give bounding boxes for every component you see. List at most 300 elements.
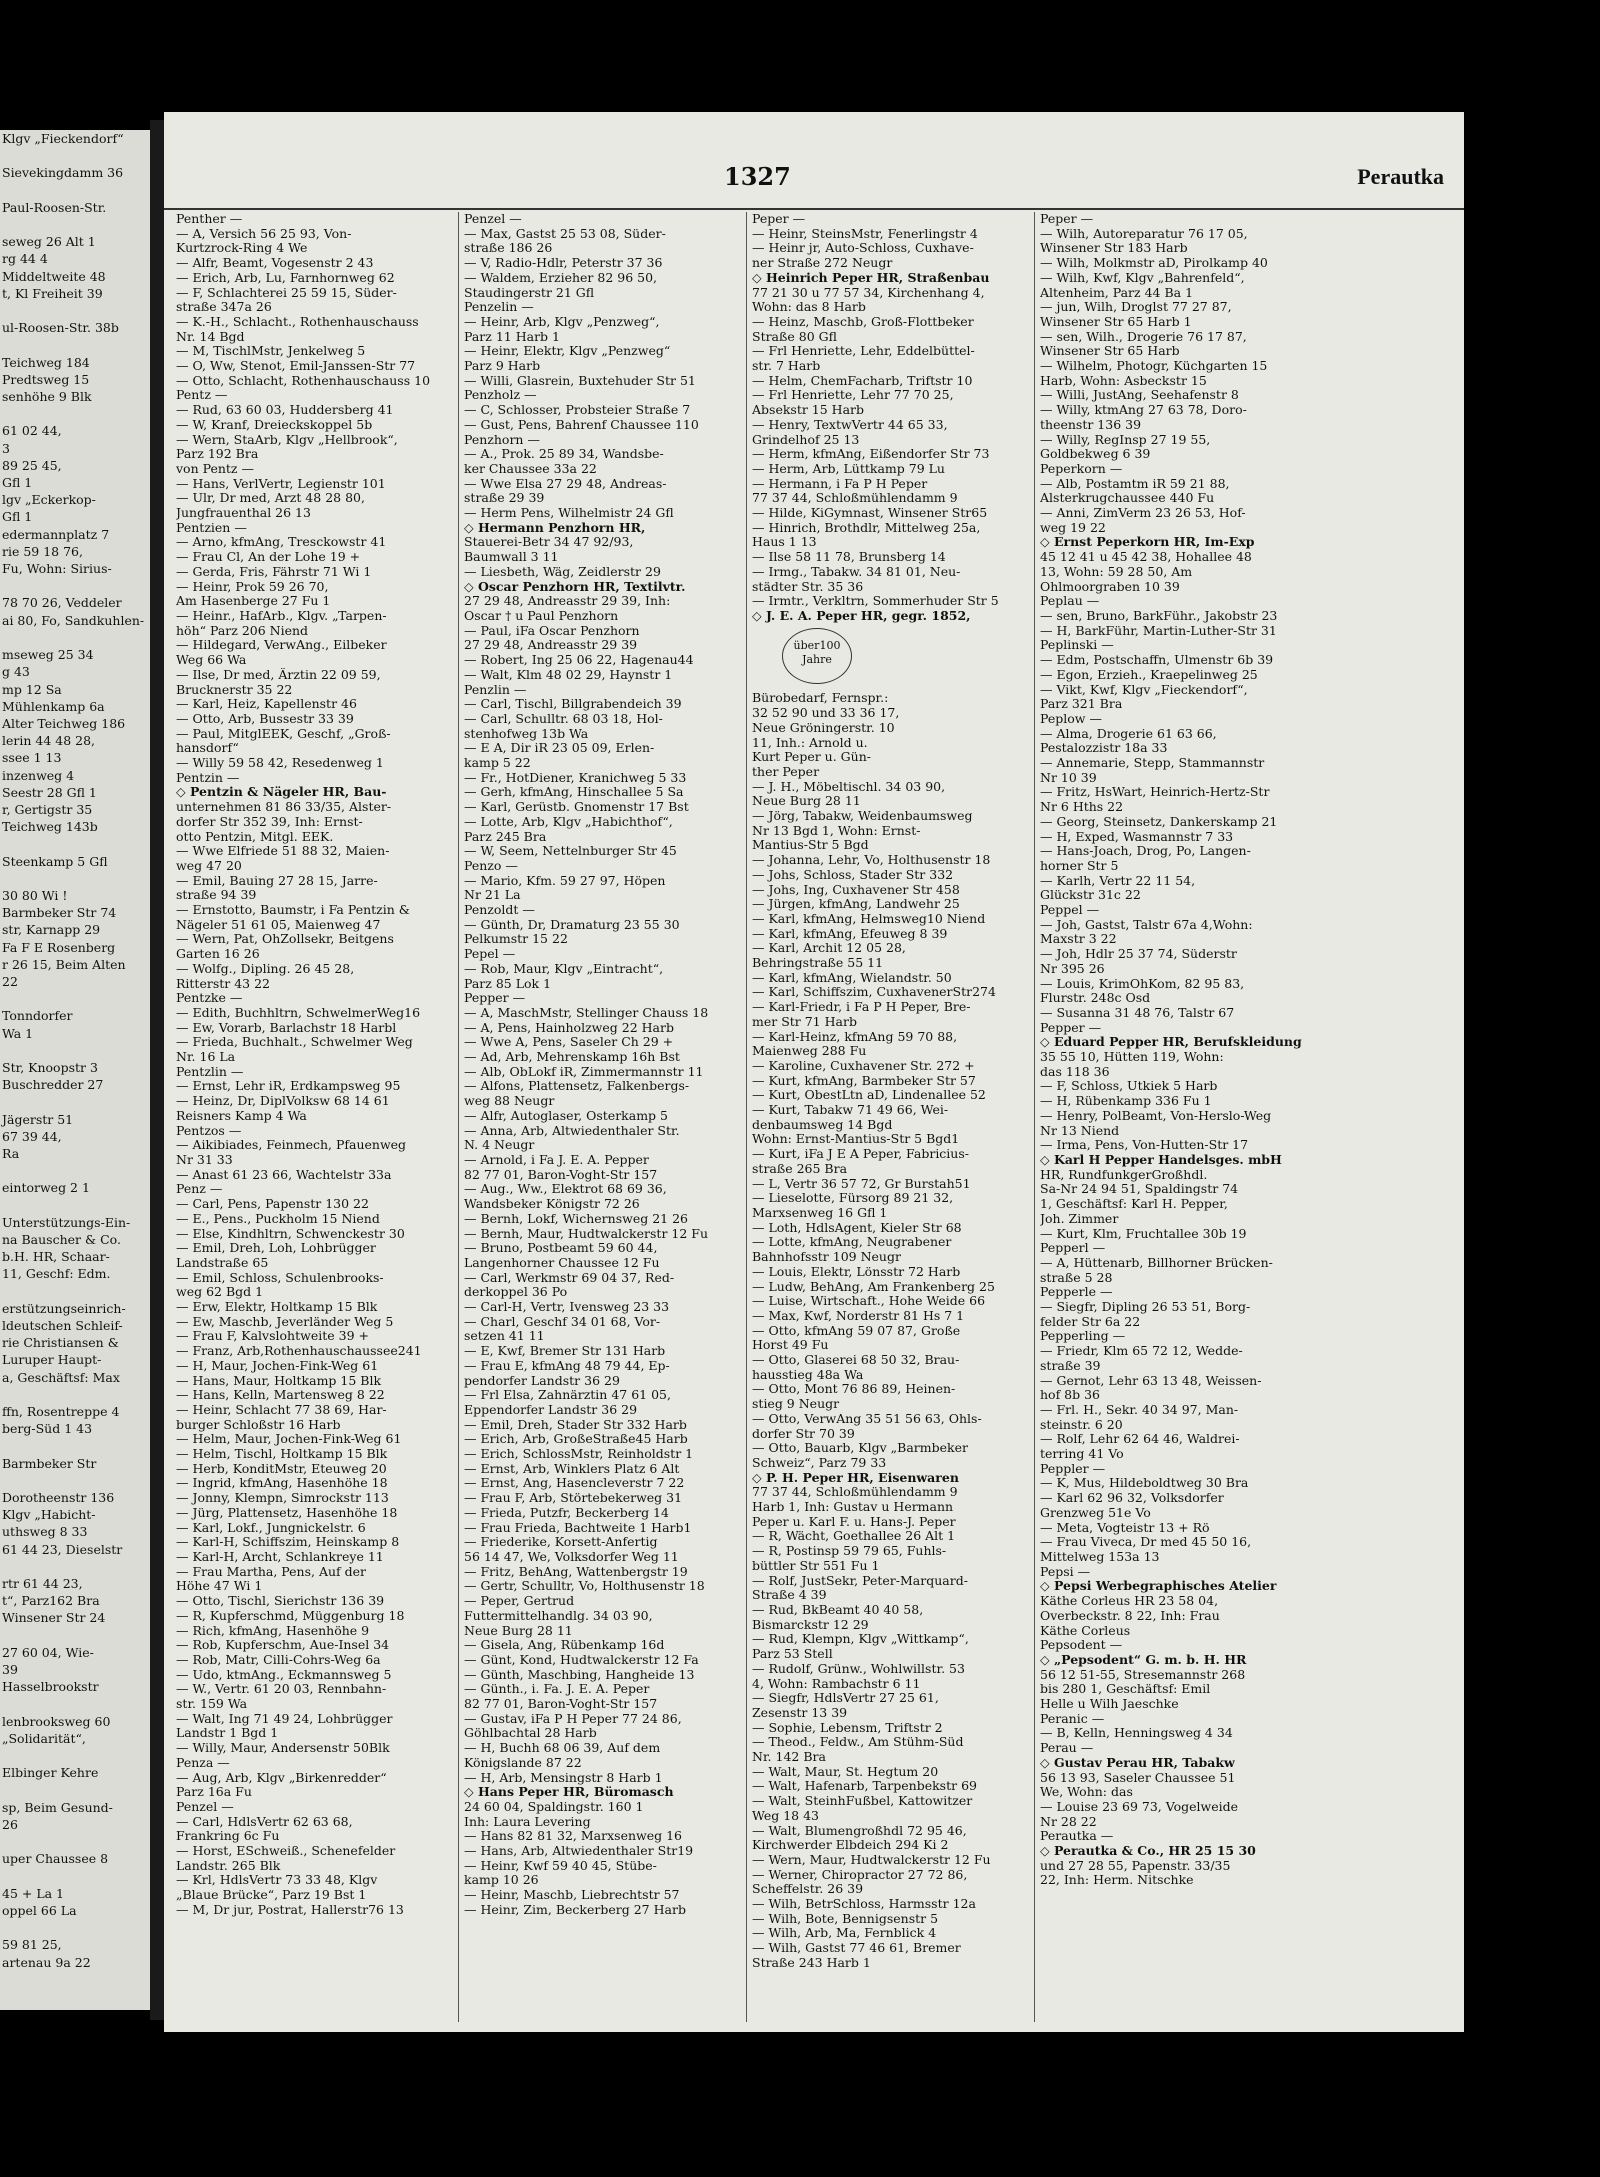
directory-entry-line: theenstr 136 39: [1040, 417, 1142, 432]
directory-entry-line: — Günth, Maschbing, Hangheide 13: [464, 1667, 695, 1682]
directory-entry-line: — Wern, Maur, Hudtwalckerstr 12 Fu: [752, 1852, 991, 1867]
directory-entry-line: — Frau Cl, An der Lohe 19 +: [176, 550, 361, 565]
directory-entry-line: — Anast 61 23 66, Wachtelstr 33a: [176, 1167, 392, 1182]
directory-entry-line: weg 47 20: [176, 858, 242, 873]
directory-entry-line: Wohn: Ernst-Mantius-Str 5 Bgd1: [752, 1132, 960, 1147]
facing-page-line: 3: [2, 440, 10, 456]
directory-entry-line: Harb, Wohn: Asbeckstr 15: [1040, 373, 1207, 388]
directory-entry-line: — Heinr, Arb, Klgv „Penzweg“,: [464, 314, 660, 329]
directory-entry-line: — Rob, Matr, Cilli-Cohrs-Weg 6a: [176, 1652, 381, 1667]
directory-entry-line: Nr 31 33: [176, 1153, 233, 1167]
directory-entry-line: — Fritz, HsWart, Heinrich-Hertz-Str: [1040, 785, 1270, 800]
directory-entry-line: 32 52 90 und 33 36 17,: [752, 706, 900, 721]
directory-entry-line: Stauerei-Betr 34 47 92/93,: [464, 535, 634, 550]
directory-entry-line: — Otto, Bauarb, Klgv „Barmbeker: [752, 1441, 968, 1456]
surname-heading: Penzlin —: [464, 682, 527, 697]
directory-entry-line: — Gust, Pens, Bahrenf Chaussee 110: [464, 417, 699, 432]
surname-heading: Peplow —: [1040, 711, 1102, 726]
directory-entry-line: — Louis, Elektr, Lönsstr 72 Harb: [752, 1264, 961, 1279]
directory-entry-line: Bürobedarf, Fernspr.:: [752, 691, 889, 706]
directory-entry-line: — W, Kranf, Dreieckskoppel 5b: [176, 417, 373, 432]
directory-entry-line: Inh: Laura Levering: [464, 1814, 591, 1829]
facing-page-line: lenbrooksweg 60: [2, 1713, 111, 1729]
directory-entry-line: — Werner, Chiropractor 27 72 86,: [752, 1867, 968, 1882]
directory-entry-line: — Hans, Arb, Altwiedenthaler Str19: [464, 1844, 694, 1859]
directory-entry-line: — Heinr., HafArb., Klgv. „Tarpen-: [176, 608, 387, 623]
directory-entry-line: Wandsbeker Königstr 72 26: [464, 1197, 640, 1212]
directory-entry-line: — Karl-H, Archt, Schlankreye 11: [176, 1549, 384, 1564]
facing-page-line: berg-Süd 1 43: [2, 1421, 93, 1437]
directory-entry-line: — Carl, Pens, Papenstr 130 22: [176, 1197, 369, 1212]
facing-page-line: [0, 1386, 150, 1403]
directory-entry-line: — Irma, Pens, Von-Hutten-Str 17: [1040, 1138, 1249, 1153]
facing-page-line: sp, Beim Gesund-: [2, 1799, 113, 1815]
facing-page-line: 45 + La 1: [2, 1885, 65, 1901]
facing-page-line: [0, 990, 150, 1007]
directory-entry-line: — Frl Henriette, Lehr, Eddelbüttel-: [752, 344, 975, 359]
facing-page-line: Teichweg 143b: [2, 819, 98, 835]
facing-page-line: rie 59 18 76,: [2, 543, 83, 559]
directory-entry-line: Nr. 142 Bra: [752, 1750, 826, 1765]
directory-entry-line: 27 29 48, Andreasstr 29 39, Inh:: [464, 594, 671, 609]
directory-entry-line: — Walt, Klm 48 02 29, Haynstr 1: [464, 667, 673, 682]
directory-entry-line: HR, RundfunkgerGroßhdl.: [1040, 1167, 1208, 1182]
facing-page-line: t“, Parz162 Bra: [2, 1593, 100, 1609]
directory-entry-line: — Frl. H., Sekr. 40 34 97, Man-: [1040, 1402, 1239, 1417]
directory-entry-line: — Günth, Dr, Dramaturg 23 55 30: [464, 917, 680, 932]
directory-entry-line: kamp 10 26: [464, 1873, 539, 1888]
directory-entry-line: Ohlmoorgraben 10 39: [1040, 579, 1180, 594]
directory-entry-line: städter Str. 35 36: [752, 579, 864, 594]
directory-entry-line: Straße 243 Harb 1: [752, 1955, 871, 1970]
directory-entry-line: 82 77 01, Baron-Voght-Str 157: [464, 1697, 658, 1712]
directory-entry-line: — Rob, Maur, Klgv „Eintracht“,: [464, 961, 664, 976]
directory-entry-line: felder Str 6a 22: [1040, 1314, 1141, 1329]
directory-entry-line: — Walt, SteinhFußbel, Kattowitzer: [752, 1794, 973, 1809]
facing-page-line: Fu, Wohn: Sirius-: [2, 561, 112, 577]
facing-page-line: ffn, Rosentreppe 4: [2, 1404, 120, 1420]
directory-entry-line: Göhlbachtal 28 Harb: [464, 1726, 597, 1741]
facing-page-line: sseе 1 13: [2, 750, 62, 766]
directory-entry-line: setzen 41 11: [464, 1329, 545, 1344]
directory-entry-line: — Otto, Tischl, Sierichstr 136 39: [176, 1594, 385, 1609]
directory-entry-line: Käthe Corleus: [1040, 1623, 1131, 1638]
directory-entry-line: — R, Postinsp 59 79 65, Fuhls-: [752, 1544, 947, 1559]
directory-entry-line: — Heinr, SteinsMstr, Fenerlingstr 4: [752, 226, 978, 241]
directory-page: [164, 112, 1464, 2032]
facing-page-line: uper Chaussee 8: [2, 1851, 109, 1867]
surname-heading: Pentzlin —: [176, 1064, 244, 1079]
directory-entry-line: Parz 16a Fu: [176, 1785, 252, 1800]
directory-entry-line: ◇ Eduard Pepper HR, Berufskleidung: [1040, 1035, 1302, 1050]
directory-entry-line: — Edith, Buchhltrn, SchwelmerWeg16: [176, 1005, 421, 1020]
directory-entry-line: — Frau E, kfmAng 48 79 44, Ep-: [464, 1358, 670, 1373]
directory-entry-line: Reisners Kamp 4 Wa: [176, 1108, 307, 1123]
directory-entry-line: Staudingerstr 21 Gfl: [464, 285, 595, 300]
directory-entry-line: ◇ Pentzin & Nägeler HR, Bau-: [176, 785, 387, 800]
directory-entry-line: 35 55 10, Hütten 119, Wohn:: [1040, 1050, 1224, 1065]
directory-entry-line: — Waldem, Erzieher 82 96 50,: [464, 270, 657, 285]
directory-entry-line: 56 13 93, Saseler Chaussee 51: [1040, 1770, 1236, 1785]
directory-entry-line: — Irmtr., Verkltrn, Sommerhuder Str 5: [752, 594, 999, 609]
directory-entry-line: Glückstr 31c 22: [1040, 888, 1141, 903]
directory-entry-line: Nr. 14 Bgd: [176, 329, 245, 344]
directory-entry-line: — Frieda, Putzfr, Beckerberg 14: [464, 1505, 669, 1520]
directory-entry-line: — Walt, Blumengroßhdl 72 95 46,: [752, 1823, 967, 1838]
surname-heading: Penz —: [176, 1182, 223, 1197]
directory-entry-line: stieg 9 Neugr: [752, 1397, 840, 1412]
directory-entry-line: — O, Ww, Stenot, Emil-Janssen-Str 77: [176, 359, 416, 374]
facing-page-line: [0, 1042, 150, 1059]
directory-entry-line: derkoppel 36 Po: [464, 1285, 568, 1300]
directory-entry-line: — R, Wächt, Goethallee 26 Alt 1: [752, 1529, 956, 1544]
directory-entry-line: 45 12 41 u 45 42 38, Hohallee 48: [1040, 550, 1252, 565]
directory-entry-line: — Jonny, Klempn, Simrockstr 113: [176, 1491, 389, 1506]
directory-entry-line: — Alfr, Autoglaser, Osterkamp 5: [464, 1108, 668, 1123]
directory-entry-line: Goldbekweg 6 39: [1040, 447, 1151, 462]
directory-entry-line: 56 12 51-55, Stresemannstr 268: [1040, 1667, 1246, 1682]
facing-page-line: [0, 1197, 150, 1214]
directory-entry-line: — Willy, Maur, Andersenstr 50Blk: [176, 1741, 390, 1756]
facing-page-line: [0, 1919, 150, 1936]
directory-entry-line: 4, Wohn: Rambachstr 6 11: [752, 1676, 921, 1691]
directory-entry-line: — Udo, ktmAng., Eckmannsweg 5: [176, 1667, 392, 1682]
directory-entry-line: Harb 1, Inh: Gustav u Hermann: [752, 1500, 954, 1515]
facing-page-line: Paul-Roosen-Str.: [2, 199, 107, 215]
directory-entry-line: Helle u Wilh Jaeschke: [1040, 1697, 1179, 1712]
directory-entry-line: — Irmg., Tabakw. 34 81 01, Neu-: [752, 564, 961, 579]
directory-entry-line: ◇ J. E. A. Peper HR, gegr. 1852,: [752, 608, 971, 623]
directory-entry-line: — Ingrid, kfmAng, Hasenhöhe 18: [176, 1476, 388, 1491]
directory-entry-line: — Anna, Arb, Altwiedenthaler Str.: [464, 1123, 680, 1138]
directory-entry-line: — Frl Henriette, Lehr 77 70 25,: [752, 388, 954, 403]
directory-entry-line: 1, Geschäftsf: Karl H. Pepper,: [1040, 1197, 1228, 1212]
directory-entry-line: — Anni, ZimVerm 23 26 53, Hof-: [1040, 506, 1246, 521]
facing-page-line: na Bauscher & Co.: [2, 1232, 121, 1247]
directory-entry-line: Brucknerstr 35 22: [176, 682, 293, 697]
directory-entry-line: — Theod., Feldw., Am Stühm-Süd: [752, 1735, 964, 1750]
directory-entry-line: — Carl, Schulltr. 68 03 18, Hol-: [464, 711, 663, 726]
directory-entry-line: — Wilhelm, Photogr, Küchgarten 15: [1040, 359, 1268, 374]
directory-entry-line: — Helm, Tischl, Holtkamp 15 Blk: [176, 1447, 388, 1462]
directory-entry-line: Winsener Str 65 Harb 1: [1040, 314, 1192, 329]
directory-entry-line: mer Str 71 Harb: [752, 1014, 857, 1029]
directory-entry-line: — Erich, Arb, GroßeStraße45 Harb: [464, 1432, 688, 1447]
facing-page-line: Gfl 1: [2, 475, 33, 491]
directory-entry-line: hausstieg 48a Wa: [752, 1367, 864, 1382]
directory-entry-line: — H, BarkFühr, Martin-Luther-Str 31: [1040, 623, 1277, 638]
directory-entry-line: — Louis, KrimOhKom, 82 95 83,: [1040, 976, 1245, 991]
directory-entry-line: — Hildegard, VerwAng., Eilbeker: [176, 638, 387, 653]
directory-entry-line: — Alb, Postamtm iR 59 21 88,: [1040, 476, 1230, 491]
directory-entry-line: — Karl 62 96 32, Volksdorfer: [1040, 1491, 1224, 1506]
directory-entry-line: — Horst, ESchweiß., Schenefelder: [176, 1844, 396, 1859]
directory-entry-line: Am Hasenberge 27 Fu 1: [176, 594, 331, 609]
directory-entry-line: — Otto, VerwAng 35 51 56 63, Ohls-: [752, 1411, 982, 1426]
directory-entry-line: — Erich, SchlossMstr, Reinholdstr 1: [464, 1447, 694, 1462]
directory-entry-line: — H, Maur, Jochen-Fink-Weg 61: [176, 1358, 379, 1373]
directory-entry-line: — Gerda, Fris, Fährstr 71 Wi 1: [176, 564, 372, 579]
directory-entry-line: — K, Mus, Hildeboldtweg 30 Bra: [1040, 1476, 1249, 1491]
directory-entry-line: 77 37 44, Schloßmühlendamm 9: [752, 491, 958, 506]
directory-entry-line: — Wilh, Molkmstr aD, Pirolkamp 40: [1040, 256, 1268, 271]
directory-entry-line: Frankring 6c Fu: [176, 1829, 280, 1844]
directory-entry-line: 22, Inh: Herm. Nitschke: [1040, 1873, 1194, 1888]
directory-entry-line: Neue Gröningerstr. 10: [752, 720, 895, 735]
directory-entry-line: ◇ „Pepsodent“ G. m. b. H. HR: [1040, 1652, 1247, 1667]
facing-page-line: 67 39 44,: [2, 1128, 62, 1144]
facing-page-line: 26: [2, 1816, 18, 1832]
directory-entry-line: — Georg, Steinsetz, Dankerskamp 21: [1040, 814, 1278, 829]
directory-entry-line: Pestalozzistr 18a 33: [1040, 741, 1168, 756]
directory-entry-line: — Annemarie, Stepp, Stammannstr: [1040, 756, 1265, 771]
directory-entry-line: — Rud, BkBeamt 40 40 58,: [752, 1602, 924, 1617]
directory-entry-line: ◇ Gustav Perau HR, Tabakw: [1040, 1755, 1235, 1770]
facing-page-line: [0, 302, 150, 319]
facing-page-line: Barmbeker Str 74: [2, 905, 117, 921]
directory-entry-line: — R, Kupferschmd, Müggenburg 18: [176, 1608, 405, 1623]
directory-entry-line: Königslande 87 22: [464, 1755, 582, 1770]
directory-entry-line: — Frau Frieda, Bachtweite 1 Harb1: [464, 1520, 692, 1535]
header-rule: [164, 208, 1464, 210]
directory-entry-line: Nr. 16 La: [176, 1050, 236, 1065]
directory-entry-line: — Willi, Glasrein, Buxtehuder Str 51: [464, 373, 696, 388]
directory-entry-line: — Frl Elsa, Zahnärztin 47 61 05,: [464, 1388, 671, 1403]
directory-entry-line: steinstr. 6 20: [1040, 1417, 1123, 1432]
facing-page-line: [0, 216, 150, 233]
directory-entry-line: — J. H., Möbeltischl. 34 03 90,: [752, 779, 946, 794]
directory-entry-line: Sa-Nr 24 94 51, Spaldingstr 74: [1040, 1182, 1239, 1197]
directory-entry-line: — F, Schlachterei 25 59 15, Süder-: [176, 285, 397, 300]
directory-entry-line: — Rud, Klempn, Klgv „Wittkamp“,: [752, 1632, 969, 1647]
directory-entry-line: — Alb, ObLokf iR, Zimmermannstr 11: [464, 1064, 704, 1079]
directory-entry-line: — Wilh, Kwf, Klgv „Bahrenfeld“,: [1040, 270, 1245, 285]
facing-page-line: 22: [2, 973, 18, 989]
facing-page-line: uthsweg 8 33: [2, 1524, 88, 1540]
directory-entry-line: — Hans, Kelln, Martensweg 8 22: [176, 1388, 385, 1403]
directory-entry-line: dorfer Str 352 39, Inh: Ernst-: [176, 814, 363, 829]
directory-entry-line: — H, Arb, Mensingstr 8 Harb 1: [464, 1770, 663, 1785]
directory-entry-line: hof 8b 36: [1040, 1388, 1101, 1403]
surname-heading: Peperkorn —: [1040, 461, 1123, 476]
facing-page-line: Elbinger Kehre: [2, 1765, 99, 1781]
directory-entry-line: — Henry, PolBeamt, Von-Herslo-Weg: [1040, 1108, 1272, 1123]
directory-entry-line: — A., Prok. 25 89 34, Wandsbe-: [464, 447, 664, 462]
facing-page-line: [0, 629, 150, 646]
facing-page-line: Klgv „Habicht-: [2, 1507, 96, 1523]
directory-entry-line: Parz 245 Bra: [464, 829, 547, 844]
directory-entry-line: — Kurt, Tabakw 71 49 66, Wei-: [752, 1103, 949, 1118]
directory-entry-line: — Charl, Geschf 34 01 68, Vor-: [464, 1314, 661, 1329]
directory-entry-line: 27 29 48, Andreasstr 29 39: [464, 638, 638, 653]
directory-entry-line: Parz 11 Harb 1: [464, 329, 560, 344]
directory-entry-line: ◇ Ernst Peperkorn HR, Im-Exp: [1040, 535, 1255, 550]
directory-entry-line: — Ernst, Lehr iR, Erdkampsweg 95: [176, 1079, 401, 1094]
directory-entry-line: — Ew, Maschb, Jeverländer Weg 5: [176, 1314, 394, 1329]
directory-entry-line: straße 186 26: [464, 241, 553, 256]
directory-entry-line: — Wwe Elsa 27 29 48, Andreas-: [464, 476, 667, 491]
directory-entry-line: — Walt, Ing 71 49 24, Lohbrügger: [176, 1711, 393, 1726]
directory-entry-line: — Gustav, iFa P H Peper 77 24 86,: [464, 1711, 682, 1726]
facing-page-line: [0, 147, 150, 164]
directory-entry-line: straße 5 28: [1040, 1270, 1113, 1285]
facing-page-line: [0, 577, 150, 594]
directory-entry-line: Mantius-Str 5 Bgd: [752, 838, 869, 853]
directory-entry-line: — Heinr, Elektr, Klgv „Penzweg“: [464, 344, 671, 359]
facing-page-line: Str, Knoopstr 3: [2, 1059, 98, 1075]
directory-entry-line: — Rud, 63 60 03, Huddersberg 41: [176, 403, 394, 418]
directory-entry-line: — Fr., HotDiener, Kranichweg 5 33: [464, 770, 687, 785]
directory-entry-line: — Heinr, Maschb, Liebrechtstr 57: [464, 1888, 680, 1903]
directory-entry-line: — Heinr jr, Auto-Schloss, Cuxhave-: [752, 241, 974, 256]
directory-entry-line: Parz 321 Bra: [1040, 697, 1123, 712]
directory-entry-line: — Egon, Erzieh., Kraepelinweg 25: [1040, 667, 1258, 682]
facing-page-line: mseweg 25 34: [2, 647, 94, 663]
facing-page-line: [0, 405, 150, 422]
directory-entry-line: — Willy, RegInsp 27 19 55,: [1040, 432, 1211, 447]
facing-page-line: r 26 15, Beim Alten: [2, 956, 126, 972]
facing-page-line: oppel 66 La: [2, 1902, 77, 1918]
directory-entry-line: — Hilde, KiGymnast, Winsener Str65: [752, 506, 988, 521]
directory-entry-line: — Wwe A, Pens, Saseler Ch 29 +: [464, 1035, 674, 1050]
facing-page-line: [0, 1472, 150, 1489]
directory-entry-line: Oscar † u Paul Penzhorn: [464, 608, 619, 623]
directory-entry-line: — Willi, JustAng, Seehafenstr 8: [1040, 388, 1239, 403]
directory-entry-line: — Henry, TextwVertr 44 65 33,: [752, 417, 948, 432]
directory-entry-line: — Bruno, Postbeamt 59 60 44,: [464, 1241, 658, 1256]
surname-heading: Pepel —: [464, 947, 516, 962]
directory-entry-line: denbaumsweg 14 Bgd: [752, 1117, 893, 1132]
facing-page-line: [0, 1627, 150, 1644]
directory-entry-line: Parz 85 Lok 1: [464, 976, 552, 991]
facing-page-line: ldeutschen Schleif-: [2, 1318, 123, 1334]
facing-page-line: Sievekingdamm 36: [2, 165, 124, 181]
directory-entry-line: — Johanna, Lehr, Vo, Holthusenstr 18: [752, 853, 991, 868]
directory-entry-line: — Ulr, Dr med, Arzt 48 28 80,: [176, 491, 365, 506]
directory-entry-line: — Heinr, Prok 59 26 70,: [176, 579, 329, 594]
directory-entry-line: — Wilh, Bote, Bennigsenstr 5: [752, 1911, 939, 1926]
surname-heading: von Pentz —: [176, 461, 254, 476]
directory-entry-line: und 27 28 55, Papenstr. 33/35: [1040, 1858, 1231, 1873]
directory-entry-line: kamp 5 22: [464, 756, 531, 771]
directory-entry-line: Maxstr 3 22: [1040, 932, 1117, 947]
directory-entry-line: Landstr. 265 Blk: [176, 1858, 281, 1873]
directory-entry-line: — Edm, Postschaffn, Ulmenstr 6b 39: [1040, 653, 1274, 668]
facing-page-line: Dorotheenstr 136: [2, 1490, 115, 1506]
facing-page-line: [0, 1283, 150, 1300]
directory-column-3: [752, 212, 1027, 2022]
facing-page-line: t, Kl Freiheit 39: [2, 285, 103, 301]
directory-entry-line: — Hermann, i Fa P H Peper: [752, 476, 928, 491]
directory-entry-line: — Arno, kfmAng, Tresckowstr 41: [176, 535, 387, 550]
directory-entry-line: — Gertr, Schulltr, Vo, Holthusenstr 18: [464, 1579, 705, 1594]
running-head: Perautka: [1357, 164, 1444, 189]
surname-heading: Pentzke —: [176, 991, 243, 1006]
directory-entry-line: — Vikt, Kwf, Klgv „Fieckendorf“,: [1040, 682, 1248, 697]
directory-entry-line: — Kurt, ObestLtn aD, Lindenallee 52: [752, 1088, 986, 1103]
directory-entry-line: — Heinz, Dr, DiplVolksw 68 14 61: [176, 1094, 390, 1109]
facing-page-line: artenau 9a 22: [2, 1954, 91, 1970]
directory-entry-line: — Aug., Ww., Elektrot 68 69 36,: [464, 1182, 667, 1197]
directory-entry-line: — Wilh, Autoreparatur 76 17 05,: [1040, 226, 1248, 241]
directory-entry-line: — Kurt, Klm, Fruchtallee 30b 19: [1040, 1226, 1247, 1241]
facing-page-line: str, Karnapp 29: [2, 922, 101, 938]
directory-entry-line: — Rich, kfmAng, Hasenhöhe 9: [176, 1623, 370, 1638]
directory-entry-line: — Gernot, Lehr 63 13 48, Weissen-: [1040, 1373, 1262, 1388]
directory-entry-line: — Kurt, iFa J E A Peper, Fabricius-: [752, 1147, 969, 1162]
directory-entry-line: Pelkumstr 15 22: [464, 932, 568, 947]
directory-entry-line: Parz 53 Stell: [752, 1647, 833, 1662]
directory-entry-line: — Paul, MitglEEK, Geschf, „Groß-: [176, 726, 391, 741]
facing-page-line: Luruper Haupt-: [2, 1352, 102, 1368]
facing-page-line: seweg 26 Alt 1: [2, 234, 96, 250]
directory-entry-line: — Bernh, Lokf, Wichernsweg 21 26: [464, 1211, 688, 1226]
directory-entry-line: — C, Schlosser, Probsteier Straße 7: [464, 403, 691, 418]
directory-entry-line: Grindelhof 25 13: [752, 432, 860, 447]
directory-entry-line: 24 60 04, Spaldingstr. 160 1: [464, 1799, 644, 1814]
directory-entry-line: Schweiz“, Parz 79 33: [752, 1455, 887, 1470]
surname-heading: Penzhorn —: [464, 432, 540, 447]
directory-entry-line: 56 14 47, We, Volksdorfer Weg 11: [464, 1549, 679, 1564]
directory-entry-line: str. 159 Wa: [176, 1697, 248, 1712]
directory-entry-line: Absekstr 15 Harb: [752, 403, 865, 418]
directory-entry-line: Nr 6 Hths 22: [1040, 800, 1124, 815]
directory-entry-line: — Karl-H, Schiffszim, Heinskamp 8: [176, 1535, 400, 1550]
anniversary-seal: [782, 628, 852, 684]
directory-entry-line: unternehmen 81 86 33/35, Alster-: [176, 800, 392, 815]
directory-entry-line: — Walt, Maur, St. Hegtum 20: [752, 1764, 939, 1779]
facing-page-line: Jägerstr 51: [2, 1111, 74, 1127]
directory-entry-line: höh“ Parz 206 Niend: [176, 623, 309, 638]
directory-entry-line: 11, Inh.: Arnold u.: [752, 735, 868, 750]
facing-page-line: [0, 1093, 150, 1110]
directory-entry-line: — Erw, Elektr, Holtkamp 15 Blk: [176, 1300, 378, 1315]
directory-entry-line: Nr 10 39: [1040, 770, 1097, 785]
directory-entry-line: — A, Pens, Hainholzweg 22 Harb: [464, 1020, 674, 1035]
directory-entry-line: Nr 13 Niend: [1040, 1123, 1120, 1138]
facing-page-line: Alter Teichweg 186: [2, 715, 126, 731]
directory-entry-line: — Lotte, Arb, Klgv „Habichthof“,: [464, 814, 673, 829]
directory-entry-line: — Karl, Archit 12 05 28,: [752, 941, 906, 956]
facing-page-line: [0, 835, 150, 852]
directory-entry-line: — Joh, Gastst, Talstr 67a 4,Wohn:: [1040, 917, 1253, 932]
facing-page-line: 59 81 25,: [2, 1937, 62, 1953]
surname-heading: Peplinski —: [1040, 638, 1114, 653]
directory-entry-line: terring 41 Vo: [1040, 1447, 1124, 1462]
directory-entry-line: — Helm, ChemFacharb, Triftstr 10: [752, 373, 973, 388]
directory-entry-line: Winsener Str 183 Harb: [1040, 241, 1188, 256]
directory-entry-line: Kurtzrock-Ring 4 We: [176, 241, 308, 256]
directory-entry-line: — Karl, Heiz, Kapellenstr 46: [176, 697, 357, 712]
directory-entry-line: — Wern, Pat, OhZollsekr, Beitgens: [176, 932, 394, 947]
directory-entry-line: — Frau F, Kalvslohtweite 39 +: [176, 1329, 369, 1344]
directory-entry-line: Neue Burg 28 11: [464, 1623, 573, 1638]
directory-entry-line: — Willy, ktmAng 27 63 78, Doro-: [1040, 403, 1247, 418]
directory-entry-line: — Wern, StaArb, Klgv „Hellbrook“,: [176, 432, 398, 447]
directory-column-1: [176, 212, 451, 2022]
directory-entry-line: 77 37 44, Schloßmühlendamm 9: [752, 1485, 958, 1500]
directory-entry-line: — Hans, Maur, Holtkamp 15 Blk: [176, 1373, 382, 1388]
directory-entry-line: Käthe Corleus HR 23 58 04,: [1040, 1594, 1219, 1609]
directory-entry-line: ◇ Hermann Penzhorn HR,: [464, 520, 646, 535]
facing-page-line: Gfl 1: [2, 509, 33, 525]
directory-entry-line: Nr 13 Bgd 1, Wohn: Ernst-: [752, 823, 921, 838]
directory-entry-line: — Aug, Arb, Klgv „Birkenredder“: [176, 1770, 387, 1785]
directory-entry-line: — Günt, Kond, Hudtwalckerstr 12 Fa: [464, 1652, 699, 1667]
directory-entry-line: — M, TischlMstr, Jenkelweg 5: [176, 344, 366, 359]
directory-entry-line: ◇ Heinrich Peper HR, Straßenbau: [752, 270, 990, 285]
directory-entry-line: bis 280 1, Geschäftsf: Emil: [1040, 1682, 1211, 1697]
